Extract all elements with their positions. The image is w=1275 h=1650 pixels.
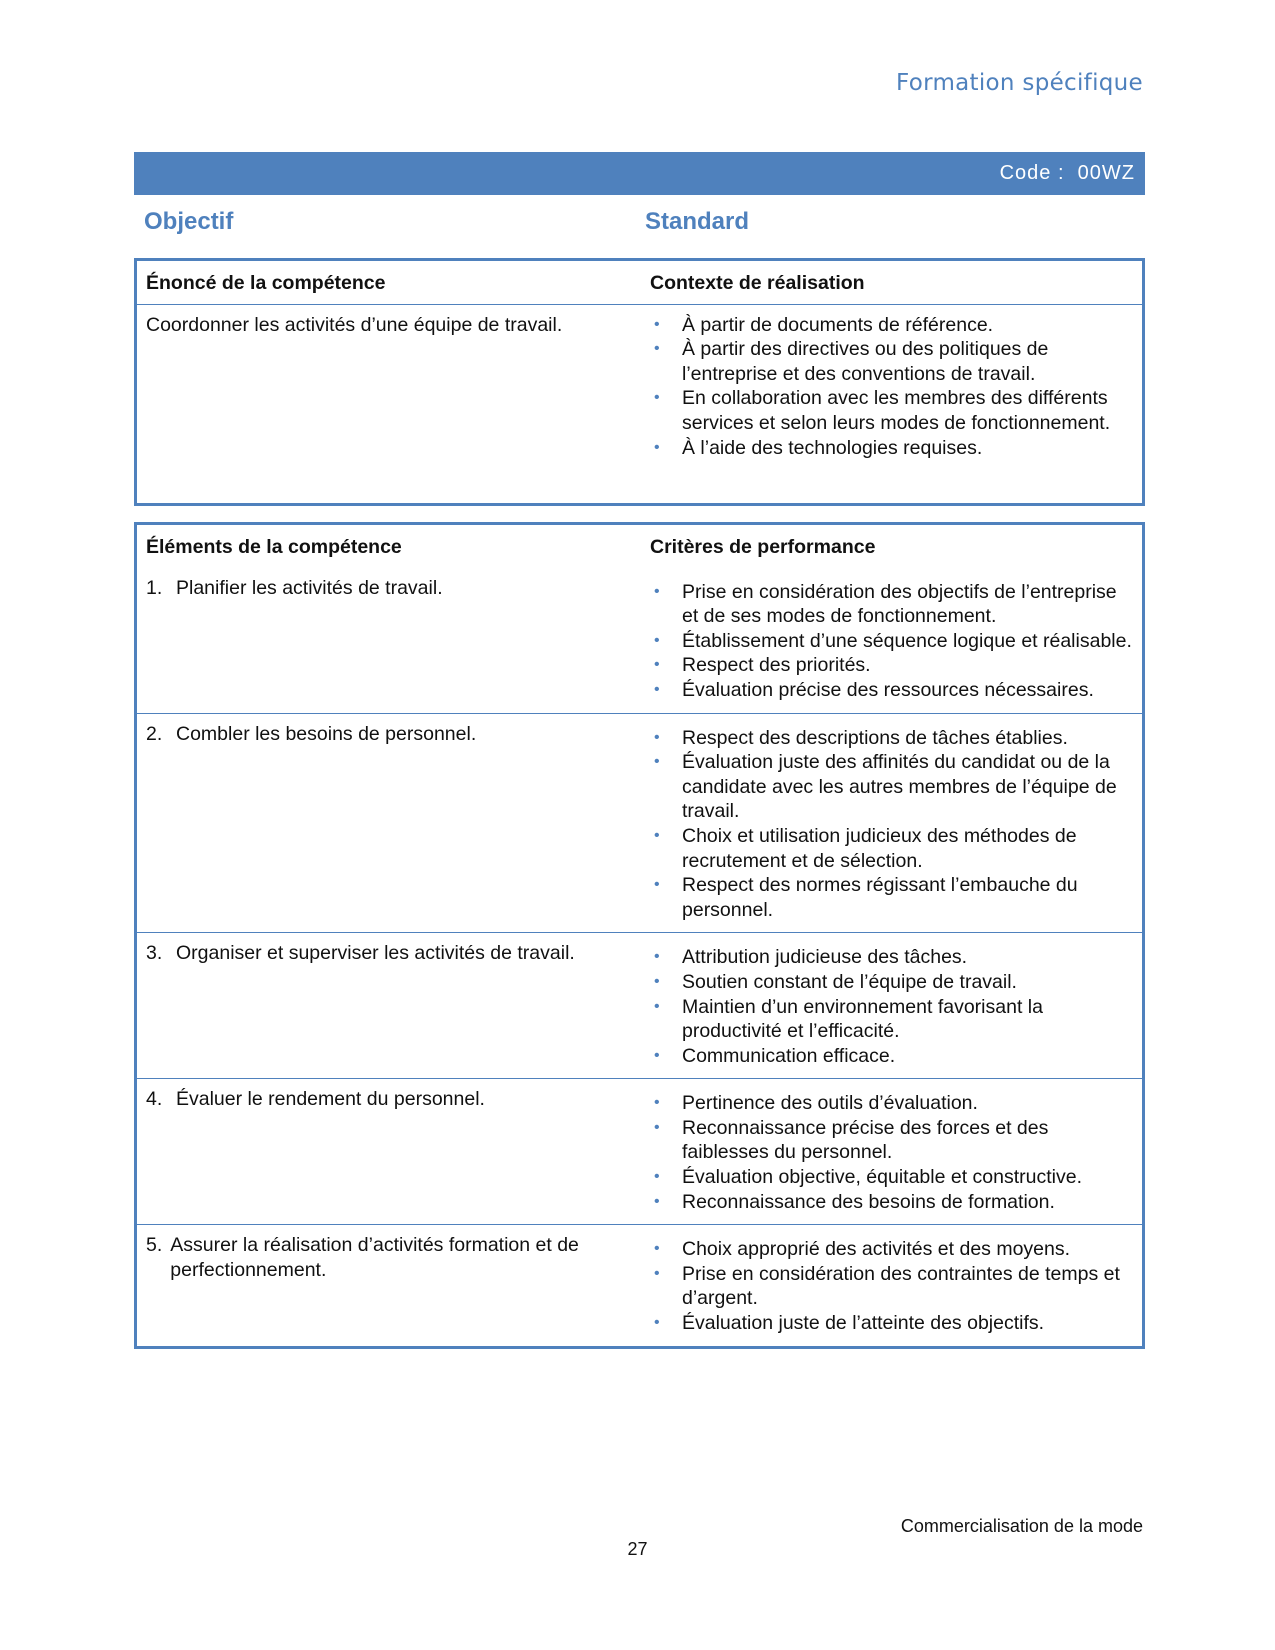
page-number: 27 — [627, 1539, 648, 1559]
bullet-item — [650, 995, 1133, 1044]
bullet-item — [650, 945, 1133, 970]
element-text: Organiser et superviser les activités de travail. — [176, 942, 575, 965]
table-row — [136, 713, 1144, 933]
code-value: 00WZ — [1077, 162, 1135, 184]
criteria-list — [650, 945, 1133, 1068]
criteria-list — [650, 1091, 1133, 1214]
running-header: Formation spécifique — [896, 70, 1143, 96]
element-number: 1. — [146, 576, 163, 599]
bullet-icon: • — [654, 1192, 660, 1210]
bullet-icon: • — [654, 826, 660, 844]
bullet-icon: • — [654, 972, 660, 990]
bullet-text: Prise en considération des contraintes de temps et d’argent. — [682, 1262, 1120, 1310]
section-standard: Standard — [645, 208, 750, 235]
bullet-text: Choix et utilisation judicieux des méthodes de recrutement et de sélection. — [682, 824, 1077, 872]
bullet-text: Établissement d’une séquence logique et réalisable. — [682, 629, 1132, 652]
table-row — [136, 933, 1144, 1079]
bullet-item — [650, 653, 1133, 678]
bullet-item — [650, 629, 1133, 654]
bullet-icon: • — [654, 1168, 660, 1186]
criteria-list — [650, 1237, 1133, 1335]
bullet-icon: • — [654, 340, 660, 358]
bullet-icon: • — [654, 728, 660, 746]
bullet-text: À partir de documents de référence. — [682, 313, 994, 336]
bullet-item — [650, 970, 1133, 995]
bullet-item — [650, 1237, 1133, 1262]
bullet-item — [650, 436, 1133, 461]
bullet-text: Évaluation juste des affinités du candidat ou de la candidate avec les autres membres de l’équipe de travail. — [682, 751, 1117, 823]
bullet-text: Évaluation objective, équitable et constructive. — [682, 1166, 1082, 1189]
bullet-item — [650, 1311, 1133, 1336]
contexte-list — [650, 313, 1133, 461]
elements-table — [134, 522, 1145, 1349]
element-text: Combler les besoins de personnel. — [176, 722, 477, 745]
element-text: Planifier les activités de travail. — [176, 576, 443, 599]
bullet-icon: • — [654, 315, 660, 333]
bullet-icon: • — [654, 680, 660, 698]
bullet-icon: • — [654, 438, 660, 456]
bullet-item — [650, 580, 1133, 629]
bullet-text: Attribution judicieuse des tâches. — [682, 946, 968, 969]
bullet-item — [650, 824, 1133, 873]
bullet-text: Évaluation précise des ressources nécessaires. — [682, 678, 1094, 701]
table-row — [136, 568, 1144, 713]
bullet-item — [650, 726, 1133, 751]
bullet-text: Reconnaissance des besoins de formation. — [682, 1190, 1055, 1213]
competence-table — [134, 258, 1145, 506]
bullet-icon: • — [654, 876, 660, 894]
bullet-icon: • — [654, 753, 660, 771]
header-enonce: Énoncé de la compétence — [146, 272, 386, 294]
bullet-icon: • — [654, 582, 660, 600]
bullet-text: Maintien d’un environnement favorisant la productivité et l’efficacité. — [682, 995, 1043, 1043]
element-text: Assurer la réalisation d’activités formation et de perfectionnement. — [170, 1234, 579, 1281]
bullet-text: Communication efficace. — [682, 1044, 896, 1067]
bullet-item — [650, 1091, 1133, 1116]
bullet-text: Choix approprié des activités et des moyens. — [682, 1238, 1071, 1261]
bullet-icon: • — [654, 948, 660, 966]
bullet-text: En collaboration avec les membres des différents services et selon leurs modes de fonctionnement. — [682, 387, 1111, 434]
element-number: 2. — [146, 722, 163, 745]
bullet-item — [650, 1262, 1133, 1311]
element-number: 4. — [146, 1088, 163, 1111]
bullet-item — [650, 386, 1133, 435]
bullet-icon: • — [654, 1314, 660, 1332]
bullet-text: Respect des priorités. — [682, 654, 871, 677]
bullet-item — [650, 678, 1133, 703]
criteria-list — [650, 580, 1133, 703]
bullet-item — [650, 1165, 1133, 1190]
bullet-text: Respect des descriptions de tâches établies. — [682, 726, 1068, 749]
table-row — [136, 1225, 1144, 1347]
bullet-item — [650, 337, 1133, 386]
bullet-icon: • — [654, 1046, 660, 1064]
element-number: 5. — [146, 1234, 163, 1257]
section-objectif: Objectif — [144, 208, 234, 235]
bullet-text: Respect des normes régissant l’embauche du personnel. — [682, 874, 1078, 921]
code-banner — [134, 152, 1145, 195]
element-text: Évaluer le rendement du personnel. — [176, 1088, 485, 1111]
bullet-text: Soutien constant de l’équipe de travail. — [682, 970, 1017, 993]
code-label: Code : — [999, 162, 1065, 184]
bullet-icon: • — [654, 1264, 660, 1282]
bullet-item — [650, 1044, 1133, 1069]
bullet-icon: • — [654, 997, 660, 1015]
bullet-icon: • — [654, 631, 660, 649]
enonce-text: Coordonner les activités d’une équipe de travail. — [136, 304, 642, 504]
bullet-item — [650, 1116, 1133, 1165]
footer-program: Commercialisation de la mode — [900, 1516, 1143, 1536]
bullet-text: À l’aide des technologies requises. — [682, 436, 983, 459]
criteria-list — [650, 726, 1133, 923]
bullet-icon: • — [654, 1118, 660, 1136]
bullet-text: Évaluation juste de l’atteinte des objectifs. — [682, 1312, 1045, 1335]
table-row — [136, 1079, 1144, 1225]
header-criteres: Critères de performance — [650, 536, 876, 558]
bullet-item — [650, 873, 1133, 922]
element-number: 3. — [146, 942, 163, 965]
bullet-item — [650, 313, 1133, 338]
bullet-item — [650, 750, 1133, 824]
bullet-icon: • — [654, 1094, 660, 1112]
bullet-icon: • — [654, 389, 660, 407]
bullet-icon: • — [654, 1240, 660, 1258]
bullet-item — [650, 1190, 1133, 1215]
bullet-text: Reconnaissance précise des forces et des faiblesses du personnel. — [682, 1116, 1049, 1164]
bullet-text: À partir des directives ou des politiques de l’entreprise et des conventions de travail. — [682, 338, 1049, 385]
bullet-text: Pertinence des outils d’évaluation. — [682, 1092, 978, 1115]
header-elements: Éléments de la compétence — [146, 536, 402, 558]
bullet-text: Prise en considération des objectifs de l’entreprise et de ses modes de fonctionnement. — [682, 580, 1117, 628]
header-contexte: Contexte de réalisation — [650, 272, 865, 294]
bullet-icon: • — [654, 656, 660, 674]
